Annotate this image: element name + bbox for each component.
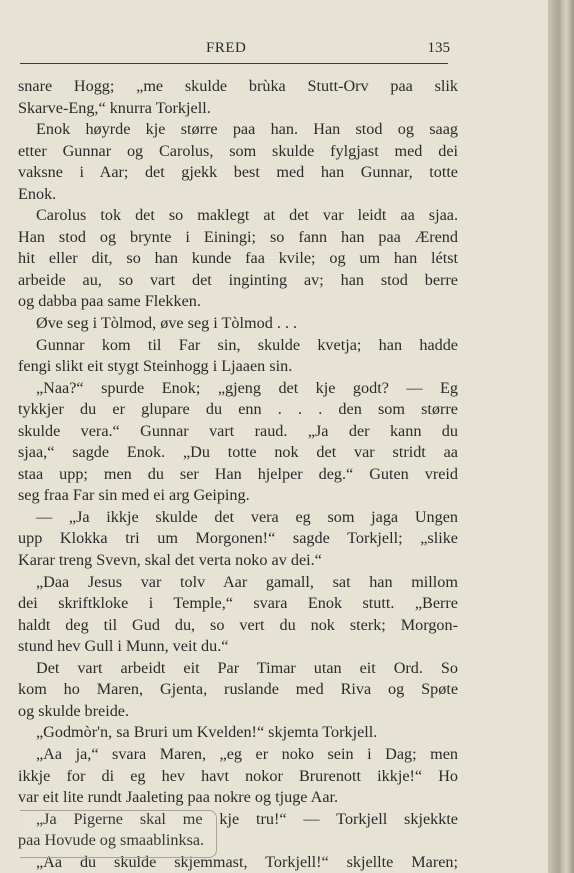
page-gutter [548,0,574,873]
text-line: Øve seg i Tòlmod, øve seg i Tòlmod . . . [36,314,298,333]
library-label-outline [20,810,217,858]
text-line: paa Hovude og smaablinksa. [18,831,205,850]
body-text [18,76,458,873]
text-line: staa upp; men du ser Han hjelper deg.“ Guten vreid [18,464,458,483]
header-rule [20,63,448,64]
text-line: Enok. [18,184,57,203]
text-line: dei skriftkloke i Temple,“ svara Enok stutt. „Berre [18,594,458,613]
text-line: „Godmòr'n, sa Bruri um Kvelden!“ skjemta Torkjell. [36,723,378,742]
text-line: upp Klokka tri um Morgonen!“ sagde Torkjell; „slike [18,529,458,548]
text-line: sjaa,“ sagde Enok. „Du totte nok det var stridt aa [18,443,458,462]
running-head: FRED [206,40,247,56]
text-line: — „Ja ikkje skulde det vera eg som jaga Ungen [36,507,458,526]
text-line: og dabba paa same Flekken. [18,292,201,311]
text-line: Karar treng Svevn, skal det verta noko av dei.“ [18,551,322,570]
text-line: vaksne i Aar; det gjekk best med han Gunnar, totte [18,163,458,182]
text-line: „Ja Pigerne skal me kje tru!“ — Torkjell skjekkte [36,809,458,828]
text-line: og skulde breide. [18,701,130,720]
text-line: Gunnar kom til Far sin, skulde kvetja; han hadde [36,335,458,354]
text-line: haldt deg til Gud du, so vert du nok sterk; Morgon- [18,615,458,634]
text-line: tykkjer du er glupare du enn . . . den som større [18,400,458,419]
text-line: arbeide au, so vart det inginting av; han stod berre [18,270,458,289]
text-line: var eit lite rundt Jaaleting paa nokre og tjuge Aar. [18,788,339,807]
text-line: etter Gunnar og Carolus, som skulde fylgjast med dei [18,141,458,160]
text-line: Carolus tok det so maklegt at det var leidt aa sjaa. [36,206,458,225]
text-line: Enok høyrde kje større paa han. Han stod og saag [36,120,458,139]
text-line: ikkje for di eg hev havt nokor Brurenott ikkje!“ Ho [18,766,458,785]
text-line: stund hev Gull i Munn, veit du.“ [18,637,229,656]
text-line: skulde vera.“ Gunnar vart raud. „Ja der kann du [18,421,458,440]
text-line: Skarve-Eng,“ knurra Torkjell. [18,98,211,117]
text-line: „Naa?“ spurde Enok; „gjeng det kje godt? — Eg [36,378,458,397]
text-line: fengi slikt eit stygt Steinhogg i Ljaaen sin. [18,357,293,376]
text-line: hit eller dit, so han kunde faa kvile; og um han létst [18,249,458,268]
text-line: kom ho Maren, Gjenta, ruslande med Riva og Spøte [18,680,458,699]
text-line: „Aa ja,“ svara Maren, „eg er noko sein i Dag; men [36,744,458,763]
text-line: Han stod og brynte i Einingi; so fann han paa Ærend [18,227,458,246]
text-line: Det vart arbeidt eit Par Timar utan eit Ord. So [36,658,458,677]
page-number: 135 [427,40,450,56]
text-line: „Daa Jesus var tolv Aar gamall, sat han millom [36,572,458,591]
page-header [20,38,450,60]
text-line: „Aa du skulde skjemmast, Torkjell!“ skjellte Maren; [36,852,458,871]
text-line: seg fraa Far sin med ei arg Geiping. [18,486,250,505]
text-line: snare Hogg; „me skulde brùka Stutt-Orv paa slik [18,77,458,95]
